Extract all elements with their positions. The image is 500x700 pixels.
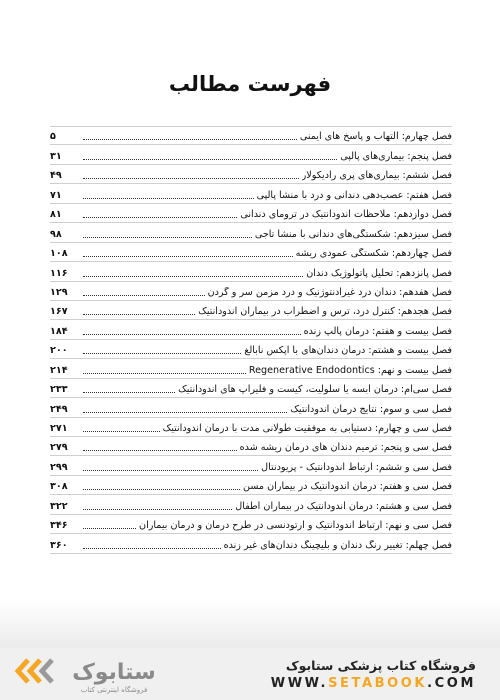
toc-row <box>50 145 452 164</box>
url-brand: SETABOOK <box>328 676 428 691</box>
toc-row <box>50 165 452 184</box>
toc-chapter-title: فصل سیزدهم: شکستگی‌های دندانی با منشا تاجی <box>254 228 452 240</box>
toc-page-number: ۸۱ <box>50 209 62 221</box>
toc-page-number: ۱۸۴ <box>50 325 68 337</box>
toc-dot-leader <box>83 391 175 393</box>
toc-chapter-title: فصل سی و پنجم: ترمیم دندان های درمان ریشه شده <box>239 442 452 454</box>
toc-chapter-title: فصل سی و هشتم: درمان اندودانتیک در بیماران اطفال <box>235 500 452 512</box>
store-url[interactable] <box>271 676 476 691</box>
toc-page-number: ۴۹ <box>50 170 62 182</box>
toc-row <box>50 476 452 495</box>
toc-dot-leader <box>83 547 221 549</box>
toc-chapter-title: فصل چهلم: تغییر رنگ دندان و بلیچینگ دندان‌های غیر زنده <box>223 539 452 551</box>
toc-page-number: ۳۴۶ <box>50 520 68 532</box>
url-suffix: .COM <box>427 676 476 691</box>
toc-chapter-title: فصل بیست و نهم: Regenerative Endodontics <box>248 364 452 376</box>
toc-dot-leader <box>83 158 337 160</box>
toc-dot-leader <box>83 197 254 199</box>
toc-row <box>50 243 452 262</box>
toc-chapter-title: فصل پنجم: بیماری‌های پالپی <box>340 150 452 162</box>
toc-chapter-title: فصل سی و چهارم: دستیابی به موفقیت طولانی مدت با درمان اندودانتیک <box>162 423 452 434</box>
toc-chapter-title: فصل سی و نهم: ارتباط اندودانتیک و ارتودنسی در طرح درمان و درمان بیماران <box>139 520 452 532</box>
logo-subtitle: فروشگاه اینترنتی کتاب <box>80 686 148 694</box>
toc-row <box>50 398 452 417</box>
toc-page-number: ۱۶۷ <box>50 306 68 318</box>
toc-page-number: ۹۸ <box>50 228 62 240</box>
toc-dot-leader <box>83 469 258 471</box>
toc-row <box>50 495 452 514</box>
setabook-logo <box>14 654 164 696</box>
toc-row <box>50 359 452 378</box>
toc-chapter-title: فصل هجدهم: کنترل درد، ترس و اضطراب در بیماران اندودانتیک <box>198 306 452 318</box>
toc-page-number: ۷۱ <box>50 189 62 201</box>
toc-chapter-title: فصل بیست و هشتم: درمان دندان‌های با اپکس نابالغ <box>244 345 452 357</box>
toc-row <box>50 340 452 359</box>
toc-row <box>50 456 452 475</box>
toc-chapter-title: فصل هفدهم: دندان درد غیرادنتوژنیک و درد مزمن سر و گردن <box>207 286 452 298</box>
toc-row <box>50 379 452 398</box>
toc-dot-leader <box>83 372 246 374</box>
toc-row <box>50 282 452 301</box>
toc-page-number: ۳۱ <box>50 150 62 162</box>
toc-page-number: ۳۲۲ <box>50 500 68 512</box>
toc-row <box>50 126 452 145</box>
toc-row <box>50 262 452 281</box>
toc-chapter-title: فصل دوازدهم: ملاحظات اندودانتیک در ترومای دندانی <box>240 209 452 221</box>
table-of-contents <box>50 126 452 554</box>
toc-dot-leader <box>83 275 303 277</box>
toc-row <box>50 534 452 553</box>
toc-chapter-title: فصل بیست و هفتم: درمان پالپ زنده <box>303 325 452 337</box>
toc-page-number: ۲۹۹ <box>50 461 68 473</box>
store-name: فروشگاه کتاب پزشکی ستابوک <box>285 658 476 673</box>
toc-page-number: ۳۶۰ <box>50 539 68 551</box>
toc-chapter-title: فصل هفتم: عصب‌دهی دندانی و درد با منشا پالپی <box>256 189 452 201</box>
toc-dot-leader <box>83 333 301 335</box>
page-title: فهرست مطالب <box>168 72 332 96</box>
toc-row <box>50 515 452 534</box>
chevron-logo-icon <box>18 660 52 682</box>
toc-chapter-title: فصل سی‌ام: درمان آبسه یا سلولیت، کیست و فلیرآپ های اندودانتیک <box>178 384 452 396</box>
logo-wordmark: ستابوک <box>72 660 156 685</box>
toc-page-number: ۱۰۸ <box>50 248 68 260</box>
toc-row <box>50 223 452 242</box>
toc-dot-leader <box>83 449 237 451</box>
toc-page-number: ۲۳۳ <box>50 384 68 396</box>
page-fade <box>0 600 500 655</box>
toc-row <box>50 184 452 203</box>
toc-chapter-title: فصل سی و سوم: نتایج درمان اندودانتیک <box>290 403 452 415</box>
toc-dot-leader <box>83 508 232 510</box>
toc-dot-leader <box>83 216 237 218</box>
toc-chapter-title: فصل سی و هفتم: درمان اندودانتیک در بیماران مسن <box>243 481 452 493</box>
toc-dot-leader <box>83 313 195 315</box>
toc-dot-leader <box>83 177 299 179</box>
toc-dot-leader <box>83 527 136 529</box>
toc-row <box>50 418 452 437</box>
url-prefix: WWW. <box>270 676 329 691</box>
toc-page-number: ۱۱۶ <box>50 267 68 279</box>
toc-page-number: ۵ <box>50 131 56 143</box>
store-footer <box>0 648 500 700</box>
toc-row <box>50 301 452 320</box>
toc-chapter-title: فصل سی و ششم: ارتباط اندودانتیک - پریودنتال <box>261 461 452 473</box>
toc-dot-leader <box>83 138 297 140</box>
toc-row <box>50 204 452 223</box>
toc-dot-leader <box>83 352 241 354</box>
toc-dot-leader <box>83 430 160 432</box>
toc-dot-leader <box>83 294 205 296</box>
toc-dot-leader <box>83 236 252 238</box>
toc-page-number: ۳۰۸ <box>50 481 68 493</box>
toc-chapter-title: فصل پانزدهم: تحلیل پاتولوژیک دندان <box>306 267 452 279</box>
toc-chapter-title: فصل چهارم: التهاب و پاسخ های ایمنی <box>299 131 452 143</box>
toc-page-number: ۲۷۹ <box>50 442 68 454</box>
toc-dot-leader <box>83 255 293 257</box>
toc-chapter-title: فصل چهاردهم: شکستگی عمودی ریشه <box>295 248 452 260</box>
toc-row <box>50 320 452 339</box>
toc-dot-leader <box>83 488 240 490</box>
toc-row <box>50 437 452 456</box>
toc-page-number: ۲۰۰ <box>50 345 68 357</box>
toc-chapter-title: فصل ششم: بیماری‌های پری رادیکولار <box>301 170 452 182</box>
toc-dot-leader <box>83 411 287 413</box>
toc-page-number: ۲۷۱ <box>50 423 68 434</box>
toc-page-number: ۱۲۹ <box>50 286 68 298</box>
toc-page-number: ۲۴۹ <box>50 403 68 415</box>
toc-page-number: ۲۱۴ <box>50 364 68 376</box>
